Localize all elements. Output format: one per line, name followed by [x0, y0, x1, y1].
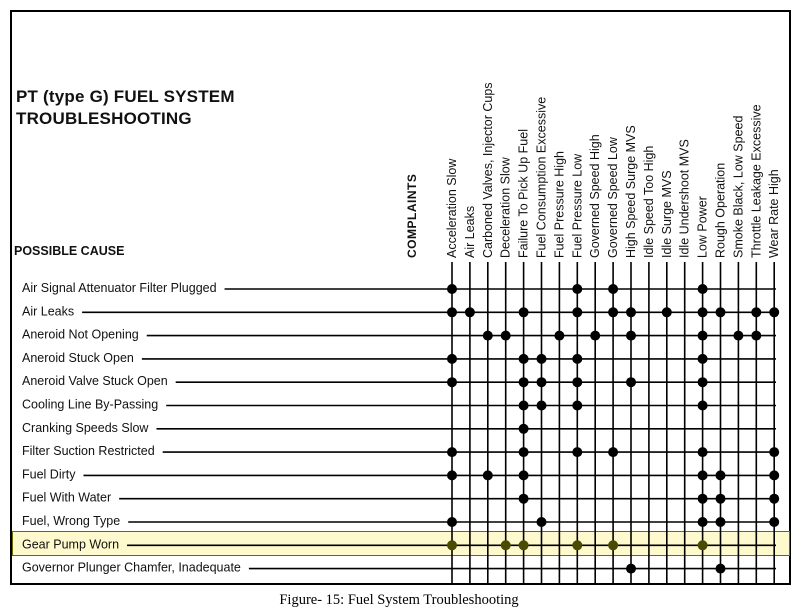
- match-dot-aneroid-not-opening-carboned-valves-injector-cups: [483, 331, 493, 341]
- match-dot-fuel-wrong-type-rough-operation: [716, 517, 726, 527]
- cause-label-filter-suction-restricted: Filter Suction Restricted: [22, 444, 155, 459]
- match-dot-aneroid-stuck-open-fuel-pressure-low: [572, 354, 582, 364]
- match-dot-fuel-dirty-low-power: [698, 470, 708, 480]
- complaint-label-acceleration-slow: Acceleration Slow: [445, 158, 459, 258]
- complaint-label-air-leaks: Air Leaks: [462, 205, 477, 258]
- match-dot-aneroid-stuck-open-failure-to-pick-up-fuel: [519, 354, 529, 364]
- match-dot-cooling-line-by-passing-fuel-consumption-excessive: [537, 401, 547, 411]
- match-dot-fuel-with-water-wear-rate-high: [769, 494, 779, 504]
- match-dot-air-leaks-high-speed-surge-mvs: [626, 307, 636, 317]
- match-dot-aneroid-not-opening-high-speed-surge-mvs: [626, 331, 636, 341]
- match-dot-aneroid-valve-stuck-open-low-power: [698, 377, 708, 387]
- match-dot-air-leaks-throttle-leakage-excessive: [751, 307, 761, 317]
- cause-label-air-signal-attenuator-filter-plugged: Air Signal Attenuator Filter Plugged: [22, 281, 217, 295]
- figure-caption: Figure- 15: Fuel System Troubleshooting: [279, 592, 519, 608]
- complaint-label-fuel-consumption-excessive: Fuel Consumption Excessive: [534, 96, 549, 258]
- complaint-label-idle-surge-mvs: Idle Surge MVS: [659, 170, 674, 258]
- match-dot-air-signal-attenuator-filter-plugged-governed-speed-low: [608, 284, 618, 294]
- complaints-header: COMPLAINTS: [405, 173, 419, 258]
- match-dot-aneroid-not-opening-low-power: [698, 331, 708, 341]
- match-dot-aneroid-not-opening-throttle-leakage-excessive: [751, 331, 761, 341]
- match-dot-aneroid-stuck-open-acceleration-slow: [447, 354, 457, 364]
- match-dot-filter-suction-restricted-acceleration-slow: [447, 447, 457, 457]
- match-dot-fuel-wrong-type-acceleration-slow: [447, 517, 457, 527]
- complaint-label-smoke-black-low-speed: Smoke Black, Low Speed: [731, 115, 746, 258]
- match-dot-air-signal-attenuator-filter-plugged-low-power: [698, 284, 708, 294]
- cause-label-fuel-with-water: Fuel With Water: [22, 490, 112, 505]
- match-dot-gear-pump-worn-low-power: [698, 540, 708, 550]
- match-dot-air-leaks-fuel-pressure-low: [572, 307, 582, 317]
- match-dot-aneroid-valve-stuck-open-fuel-consumption-excessive: [537, 377, 547, 387]
- match-dot-fuel-dirty-wear-rate-high: [769, 470, 779, 480]
- match-dot-filter-suction-restricted-fuel-pressure-low: [572, 447, 582, 457]
- match-dot-fuel-with-water-low-power: [698, 494, 708, 504]
- complaint-label-idle-speed-too-high: Idle Speed Too High: [641, 145, 656, 258]
- match-dot-air-leaks-acceleration-slow: [447, 307, 457, 317]
- match-dot-governor-plunger-chamfer-inadequate-high-speed-surge-mvs: [626, 564, 636, 574]
- match-dot-aneroid-stuck-open-low-power: [698, 354, 708, 364]
- title-line-1: PT (type G) FUEL SYSTEM: [16, 87, 235, 106]
- match-dot-fuel-wrong-type-low-power: [698, 517, 708, 527]
- match-dot-air-signal-attenuator-filter-plugged-acceleration-slow: [447, 284, 457, 294]
- match-dot-filter-suction-restricted-low-power: [698, 447, 708, 457]
- cause-label-fuel-dirty: Fuel Dirty: [22, 467, 76, 482]
- match-dot-air-leaks-low-power: [698, 307, 708, 317]
- complaint-label-idle-undershoot-mvs: Idle Undershoot MVS: [677, 139, 692, 258]
- match-dot-gear-pump-worn-failure-to-pick-up-fuel: [519, 540, 529, 550]
- complaint-label-fuel-pressure-low: Fuel Pressure Low: [570, 153, 585, 258]
- complaint-label-carboned-valves-injector-cups: Carboned Valves, Injector Cups: [480, 82, 495, 258]
- match-dot-filter-suction-restricted-wear-rate-high: [769, 447, 779, 457]
- match-dot-air-leaks-governed-speed-low: [608, 307, 618, 317]
- match-dot-fuel-dirty-carboned-valves-injector-cups: [483, 470, 493, 480]
- complaint-label-fuel-pressure-high: Fuel Pressure High: [552, 151, 567, 258]
- match-dot-gear-pump-worn-acceleration-slow: [447, 540, 457, 550]
- match-dot-aneroid-not-opening-deceleration-slow: [501, 331, 511, 341]
- match-dot-fuel-dirty-rough-operation: [716, 470, 726, 480]
- cause-label-aneroid-valve-stuck-open: Aneroid Valve Stuck Open: [22, 374, 168, 389]
- match-dot-cooling-line-by-passing-low-power: [698, 401, 708, 411]
- possible-cause-header: POSSIBLE CAUSE: [14, 244, 125, 258]
- cause-label-cooling-line-by-passing: Cooling Line By-Passing: [22, 397, 159, 412]
- match-dot-gear-pump-worn-fuel-pressure-low: [572, 540, 582, 550]
- match-dot-cooling-line-by-passing-failure-to-pick-up-fuel: [519, 401, 529, 411]
- match-dot-aneroid-valve-stuck-open-acceleration-slow: [447, 377, 457, 387]
- match-dot-air-leaks-idle-surge-mvs: [662, 307, 672, 317]
- match-dot-filter-suction-restricted-governed-speed-low: [608, 447, 618, 457]
- match-dot-filter-suction-restricted-failure-to-pick-up-fuel: [519, 447, 529, 457]
- cause-label-gear-pump-worn: Gear Pump Worn: [22, 537, 120, 552]
- match-dot-air-signal-attenuator-filter-plugged-fuel-pressure-low: [572, 284, 582, 294]
- match-dot-governor-plunger-chamfer-inadequate-rough-operation: [716, 564, 726, 574]
- match-dot-aneroid-valve-stuck-open-high-speed-surge-mvs: [626, 377, 636, 387]
- match-dot-aneroid-valve-stuck-open-fuel-pressure-low: [572, 377, 582, 387]
- match-dot-fuel-with-water-rough-operation: [716, 494, 726, 504]
- match-dot-fuel-dirty-failure-to-pick-up-fuel: [519, 470, 529, 480]
- complaint-label-governed-speed-low: Governed Speed Low: [606, 137, 621, 258]
- match-dot-aneroid-not-opening-governed-speed-high: [590, 331, 600, 341]
- complaint-label-low-power: Low Power: [695, 196, 710, 258]
- match-dot-air-leaks-wear-rate-high: [769, 307, 779, 317]
- complaint-label-governed-speed-high: Governed Speed High: [588, 134, 603, 258]
- match-dot-cranking-speeds-slow-failure-to-pick-up-fuel: [519, 424, 529, 434]
- complaint-label-high-speed-surge-mvs: High Speed Surge MVS: [624, 125, 638, 258]
- match-dot-fuel-wrong-type-fuel-consumption-excessive: [537, 517, 547, 527]
- match-dot-air-leaks-rough-operation: [716, 307, 726, 317]
- cause-label-aneroid-stuck-open: Aneroid Stuck Open: [22, 350, 134, 365]
- cause-label-fuel-wrong-type: Fuel, Wrong Type: [22, 514, 121, 528]
- match-dot-air-leaks-failure-to-pick-up-fuel: [519, 307, 529, 317]
- cause-label-air-leaks: Air Leaks: [22, 304, 75, 319]
- match-dot-gear-pump-worn-deceleration-slow: [501, 540, 511, 550]
- match-dot-air-leaks-air-leaks: [465, 307, 475, 317]
- match-dot-cooling-line-by-passing-fuel-pressure-low: [572, 401, 582, 411]
- match-dot-gear-pump-worn-governed-speed-low: [608, 540, 618, 550]
- complaint-label-wear-rate-high: Wear Rate High: [767, 169, 782, 258]
- match-dot-aneroid-stuck-open-fuel-consumption-excessive: [537, 354, 547, 364]
- match-dot-aneroid-not-opening-smoke-black-low-speed: [733, 331, 743, 341]
- match-dot-aneroid-not-opening-fuel-pressure-high: [554, 331, 564, 341]
- complaint-label-deceleration-slow: Deceleration Slow: [498, 157, 513, 258]
- match-dot-fuel-dirty-acceleration-slow: [447, 470, 457, 480]
- complaint-label-rough-operation: Rough Operation: [713, 162, 728, 258]
- match-dot-aneroid-valve-stuck-open-failure-to-pick-up-fuel: [519, 377, 529, 387]
- cause-label-governor-plunger-chamfer-inadequate: Governor Plunger Chamfer, Inadequate: [22, 560, 241, 575]
- cause-label-aneroid-not-opening: Aneroid Not Opening: [22, 327, 139, 342]
- cause-label-cranking-speeds-slow: Cranking Speeds Slow: [22, 420, 149, 435]
- title-line-2: TROUBLESHOOTING: [16, 109, 192, 128]
- match-dot-fuel-wrong-type-wear-rate-high: [769, 517, 779, 527]
- complaint-label-throttle-leakage-excessive: Throttle Leakage Excessive: [749, 104, 764, 258]
- match-dot-fuel-with-water-failure-to-pick-up-fuel: [519, 494, 529, 504]
- complaint-label-failure-to-pick-up-fuel: Failure To Pick Up Fuel: [516, 129, 531, 258]
